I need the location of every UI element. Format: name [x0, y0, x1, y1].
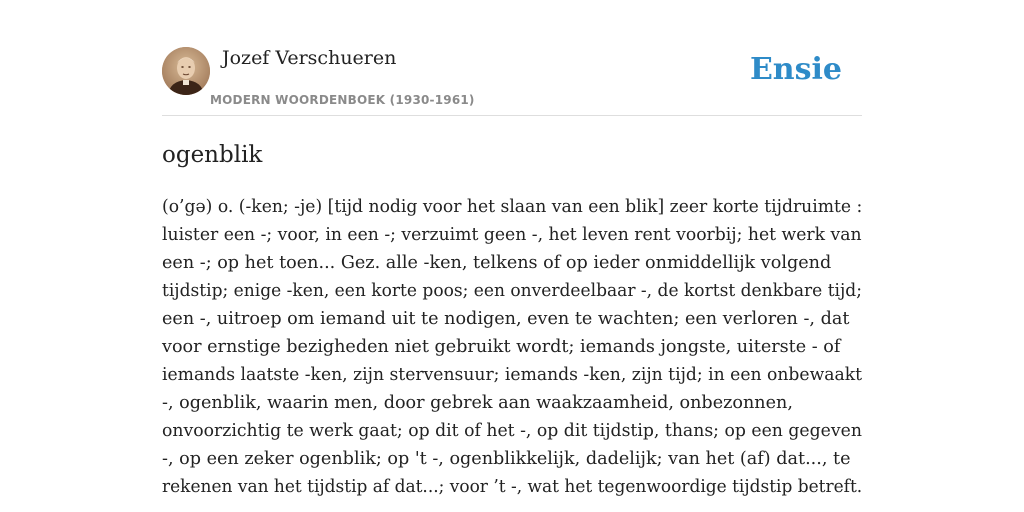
definition-line: -, op een zeker ogenblik; op 't -, ogenblikkelijk, dadelijk; van het (af) dat..., te	[162, 449, 851, 469]
definition-line: een -, uitroep om iemand uit te nodigen, even te wachten; een verloren -, dat	[162, 309, 850, 329]
entry-definition	[162, 193, 862, 501]
definition-line: luister een -; voor, in een -; verzuimt geen -, het leven rent voorbij; het werk van	[162, 225, 862, 245]
definition-line: iemands laatste -ken, zijn stervensuur; iemands -ken, zijn tijd; in een onbewaakt	[162, 365, 863, 385]
entry-header	[162, 44, 862, 116]
header-divider	[162, 115, 862, 116]
entry-term: ogenblik	[162, 142, 263, 168]
author-name[interactable]: Jozef Verschueren	[222, 47, 397, 69]
definition-line: -, ogenblik, waarin men, door gebrek aan waakzaamheid, onbezonnen,	[162, 393, 793, 413]
definition-line: tijdstip; enige -ken, een korte poos; een onverdeelbaar -, de kortst denkbare tijd;	[162, 281, 862, 301]
definition-line: rekenen van het tijdstip af dat...; voor ’t -, wat het tegenwoordige tijdstip betreft.	[162, 477, 863, 497]
definition-line: (o’gə) o. (-ken; -je) [tijd nodig voor het slaan van een blik] zeer korte tijdruimte :	[162, 197, 863, 217]
definition-line: een -; op het toen... Gez. alle -ken, telkens of op ieder onmiddellijk volgend	[162, 253, 832, 273]
author-avatar[interactable]	[162, 47, 210, 95]
author-portrait-icon	[162, 47, 210, 95]
definition-line: onvoorzichtig te werk gaat; op dit of het -, op dit tijdstip, thans; op een gegeven	[162, 421, 862, 441]
source-label[interactable]: MODERN WOORDENBOEK (1930-1961)	[210, 93, 475, 107]
definition-line: voor ernstige bezigheden niet gebruikt wordt; iemands jongste, uiterste - of	[162, 337, 841, 357]
brand-logo[interactable]: Ensie	[749, 52, 842, 87]
